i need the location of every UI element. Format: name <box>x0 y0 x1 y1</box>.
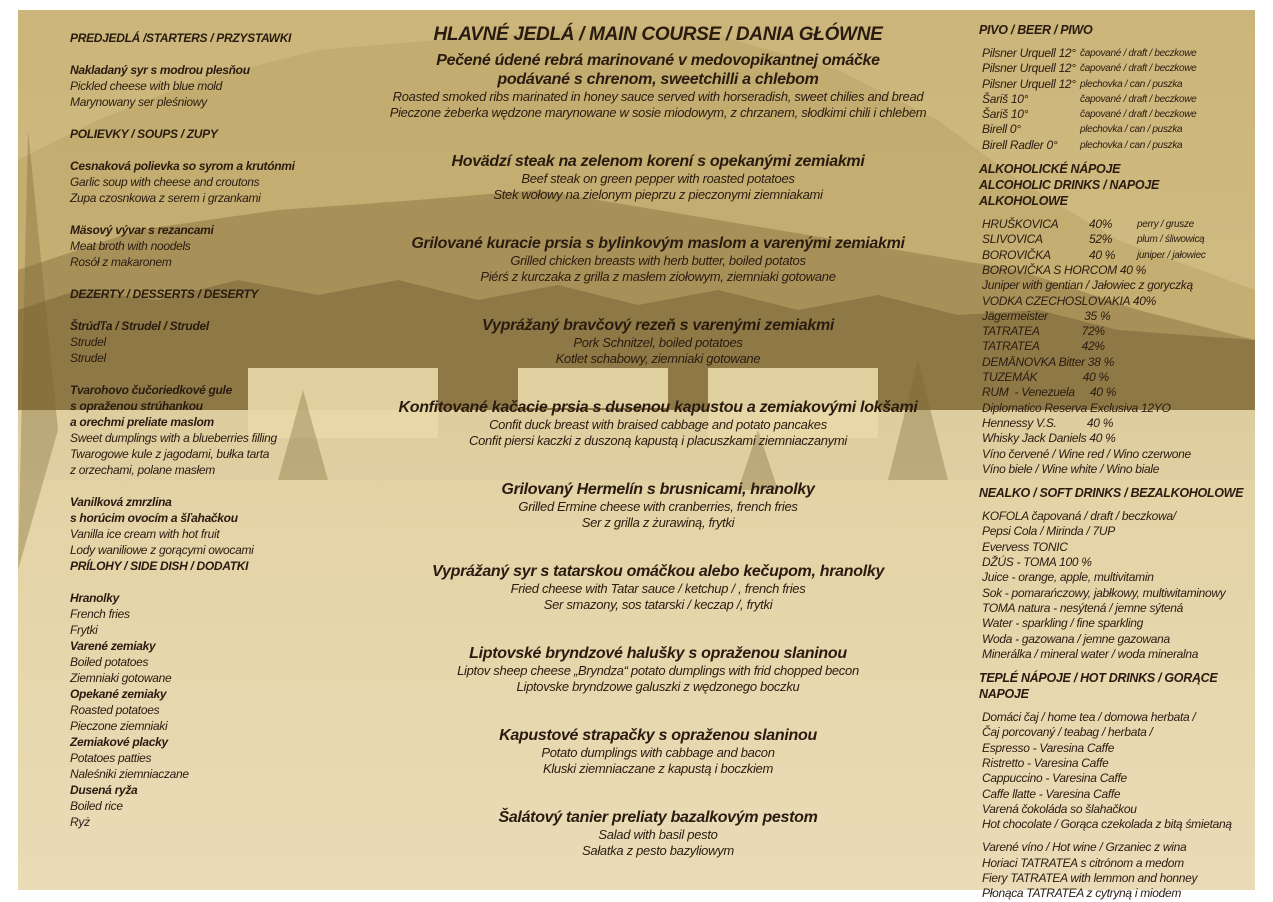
dish-item <box>373 726 943 777</box>
beer-name: Šariš 10° <box>982 91 1029 106</box>
alcohol-item: VODKA CZECHOSLOVAKIA 40% <box>982 293 1156 308</box>
dish-polish: Kotlet schabowy, ziemniaki gotowane <box>555 351 761 366</box>
menu-item-text: Lody waniliowe z gorącymi owocami <box>70 543 254 557</box>
soft-drink-item: Sok - pomarańczowy, jabłkowy, multiwitaminowy <box>982 585 1226 600</box>
dish-english: Beef steak on green pepper with roasted potatoes <box>521 171 795 186</box>
alcohol-name: SLIVOVICA <box>982 232 1043 247</box>
dish-item <box>373 398 943 449</box>
spacer <box>70 366 315 382</box>
soft-drink-item: KOFOLA čapovaná / draft / beczkowa/ <box>982 509 1176 524</box>
menu-item-text: French fries <box>70 607 130 621</box>
dish-polish: Kluski ziemniaczane z kapustą i boczkiem <box>542 761 774 776</box>
alcohol-item <box>979 248 1249 263</box>
dish-name: Vyprážaný syr s tatarskou omáčkou alebo kečupom, hranolky <box>431 563 885 580</box>
menu-heading: Zemiakové placky <box>70 735 168 749</box>
alcohol-item: Jägermeister 35 % <box>982 308 1111 323</box>
dish-polish: Ser z grilla z żurawiną, frytki <box>581 515 735 530</box>
hot-drink-item: Varené víno / Hot wine / Grzaniec z wina <box>982 840 1187 855</box>
menu-item-text: Pickled cheese with blue mold <box>70 79 223 93</box>
menu-item-text: Pieczone ziemniaki <box>70 719 168 733</box>
dish-list <box>373 51 943 859</box>
hot-drinks-heading: TEPLÉ NÁPOJE / HOT DRINKS / GORĄCE NAPOJE <box>979 671 1218 702</box>
alcohol-item: Diplomatico Reserva Exclusiva 12YO <box>982 400 1171 415</box>
beer-name: Birell 0° <box>982 122 1021 137</box>
soft-drink-item: Water - sparkling / fine sparkling <box>982 616 1143 631</box>
beer-detail: čapované / draft / beczkowe <box>1080 63 1197 75</box>
alcohol-item <box>979 217 1249 232</box>
dish-name: Liptovské bryndzové halušky s opraženou slaninou <box>469 645 847 662</box>
hot-wine-list <box>979 840 1249 901</box>
menu-item-text: Garlic soup with cheese and croutons <box>70 175 260 189</box>
beer-item <box>979 122 1249 137</box>
dish-item <box>373 152 943 203</box>
beer-heading: PIVO / BEER / PIWO <box>979 23 1093 37</box>
hot-drinks-list <box>979 710 1249 832</box>
alcohol-item: DEMÄNOVKA Bitter 38 % <box>982 354 1114 369</box>
alcohol-item: RUM - Venezuela 40 % <box>982 385 1117 400</box>
hot-drink-item: Ristretto - Varesina Caffe <box>982 755 1109 770</box>
menu-item-text: Rosół z makaronem <box>70 255 172 269</box>
hot-drink-item: Horiaci TATRATEA s citrónom a medom <box>982 855 1184 870</box>
menu-heading: Varené zemiaky <box>70 639 156 653</box>
spacer <box>70 478 315 494</box>
soft-drink-item: Evervess TONIC <box>982 539 1068 554</box>
dish-item <box>373 808 943 859</box>
dish-english: Roasted smoked ribs marinated in honey sauce served with horseradish, sweet chilies and bread <box>392 89 924 104</box>
menu-item-text: Frytki <box>70 623 98 637</box>
spacer <box>70 142 315 158</box>
menu-heading: DEZERTY / DESSERTS / DESERTY <box>70 287 259 301</box>
beer-detail: čapované / draft / beczkowe <box>1080 48 1197 59</box>
alcohol-item: Hennessy V.S. 40 % <box>982 415 1114 430</box>
alcohol-heading-2: ALCOHOLIC DRINKS / NAPOJE ALKOHOLOWE <box>979 178 1160 209</box>
dish-name: Kapustové strapačky s opraženou slaninou <box>499 727 817 744</box>
alcohol-item: Juniper with gentian / Jałowiec z goryczką <box>982 278 1193 293</box>
menu-heading: Štrúďľa / Strudel / Strudel <box>70 319 209 333</box>
beer-item <box>979 92 1249 107</box>
menu-item-text: Potatoes patties <box>70 751 152 765</box>
alcohol-percent: 52% <box>1089 232 1113 247</box>
alcohol-item: Víno biele / Wine white / Wino biale <box>982 461 1160 476</box>
drinks-column <box>979 22 1249 902</box>
beer-list <box>979 46 1249 153</box>
left-column <box>70 30 315 830</box>
menu-item-text: Meat broth with noodels <box>70 239 191 253</box>
dish-name: Vyprážaný bravčový rezeň s varenými zemiakmi <box>481 317 835 334</box>
alcohol-percent: 40 % <box>1089 247 1116 262</box>
hot-drink-item: Caffe llatte - Varesina Caffe <box>982 786 1121 801</box>
beer-name: Pilsner Urquell 12° <box>982 61 1076 76</box>
dish-item <box>373 644 943 695</box>
alcohol-item <box>979 232 1249 247</box>
dish-english: Liptov sheep cheese „Bryndza“ potato dumplings with frid chopped becon <box>457 663 859 678</box>
soft-drink-item: Juice - orange, apple, multivitamin <box>982 570 1154 585</box>
beer-detail: plechovka / can / puszka <box>1080 139 1183 151</box>
menu-sheet <box>18 10 1255 901</box>
menu-heading: Tvarohovo čučoriedkové gule <box>70 383 232 397</box>
dish-polish: Confit piersi kaczki z duszoną kapustą i placuszkami ziemniaczanymi <box>468 433 847 448</box>
alcohol-item: TATRATEA 72% <box>982 324 1105 339</box>
menu-heading: PREDJEDLÁ /STARTERS / PRZYSTAWKI <box>70 31 292 45</box>
menu-heading: POLIEVKY / SOUPS / ZUPY <box>70 127 218 141</box>
menu-item-text: Sweet dumplings with a blueberries filling <box>70 431 277 445</box>
dish-english: Confit duck breast with braised cabbage and potato pancakes <box>489 417 827 432</box>
spacer <box>70 206 315 222</box>
dish-name: Grilované kuracie prsia s bylinkovým maslom a varenými zemiakmi <box>411 235 905 252</box>
menu-item-text: Zupa czosnkowa z serem i grzankami <box>70 191 261 205</box>
soft-drink-item: Minerálka / mineral water / woda mineralna <box>982 646 1199 661</box>
hot-drink-item: Płonąca TATRATEA z cytryną i miodem <box>982 886 1182 901</box>
soft-drink-item: Pepsi Cola / Mirinda / 7UP <box>982 524 1115 539</box>
soft-drinks-list <box>979 509 1249 662</box>
menu-item-text: Roasted potatoes <box>70 703 160 717</box>
alcohol-detail: juniper / jałowiec <box>1137 249 1206 261</box>
menu-item-text: Naleśniki ziemniaczane <box>70 767 189 781</box>
menu-heading: Vanilková zmrzlina <box>70 495 172 509</box>
soft-drink-item: DŽÚS - TOMA 100 % <box>982 555 1092 570</box>
soft-drink-item: TOMA natura - nesýtená / jemne sýtená <box>982 600 1184 615</box>
menu-heading: Cesnaková polievka so syrom a krutónmi <box>70 159 295 173</box>
alcohol-item: TUZEMÁK 40 % <box>982 370 1109 385</box>
main-course-column <box>373 22 943 890</box>
beer-detail: čapované / draft / beczkowe <box>1080 109 1197 121</box>
dish-item <box>373 51 943 121</box>
dish-polish: Ser smazony, sos tatarski / keczap /, frytki <box>543 597 773 612</box>
beer-name: Pilsner Urquell 12° <box>982 76 1076 91</box>
hot-drink-item: Domáci čaj / home tea / domowa herbata / <box>982 710 1196 725</box>
alcohol-percent: 40% <box>1089 217 1113 232</box>
menu-heading: Nakladaný syr s modrou plesňou <box>70 63 250 77</box>
spacer <box>70 270 315 286</box>
dish-name: Grilovaný Hermelín s brusnicami, hranolky <box>501 481 815 498</box>
menu-item-text: Ryż <box>70 815 90 829</box>
dish-name: podávané s chrenom, sweetchilli a chlebom <box>497 71 819 88</box>
menu-heading: s opraženou strúhankou <box>70 399 203 413</box>
hot-drink-item: Espresso - Varesina Caffe <box>982 740 1115 755</box>
menu-heading: a orechmi preliate maslom <box>70 415 214 429</box>
menu-item-text: Ziemniaki gotowane <box>70 671 172 685</box>
beer-item <box>979 46 1249 61</box>
dish-name: Hovädzí steak na zelenom korení s opekanými zemiakmi <box>451 153 865 170</box>
spacer <box>70 110 315 126</box>
beer-item <box>979 138 1249 153</box>
hot-drink-item: Varená čokoláda so šlahačkou <box>982 801 1137 816</box>
dish-item <box>373 562 943 613</box>
dish-name: Konfitované kačacie prsia s dusenou kapustou a zemiakovými lokšami <box>398 399 918 416</box>
hot-drink-item: Čaj porcovaný / teabag / herbata / <box>982 725 1153 740</box>
dish-polish: Piérś z kurczaka z grilla z masłem ziołowym, ziemniaki gotowane <box>480 269 836 284</box>
beer-name: Birell Radler 0° <box>982 137 1058 152</box>
menu-item-text: Strudel <box>70 335 106 349</box>
menu-heading: Hranolky <box>70 591 119 605</box>
menu-item-text: Strudel <box>70 351 106 365</box>
menu-item-text: Twarogowe kule z jagodami, bułka tarta <box>70 447 270 461</box>
alcohol-item: TATRATEA 42% <box>982 339 1105 354</box>
menu-content <box>18 10 1255 901</box>
menu-heading: Dusená ryža <box>70 783 138 797</box>
menu-heading: Mäsový vývar s rezancami <box>70 223 214 237</box>
dish-polish: Stek wołowy na zielonym pieprzu z pieczonymi ziemniakami <box>493 187 823 202</box>
dish-english: Pork Schnitzel, boiled potatoes <box>573 335 743 350</box>
dish-english: Potato dumplings with cabbage and bacon <box>541 745 775 760</box>
dish-item <box>373 234 943 285</box>
beer-detail: čapované / draft / beczkowe <box>1080 93 1197 105</box>
beer-detail: plechovka / can / puszka <box>1080 124 1183 136</box>
alcohol-detail: perry / grusze <box>1137 219 1194 231</box>
alcohol-heading-1: ALKOHOLICKÉ NÁPOJE <box>979 162 1121 177</box>
alcohol-list <box>979 217 1249 477</box>
dish-english: Grilled chicken breasts with herb butter, boiled potatos <box>510 253 806 268</box>
spacer <box>70 574 315 590</box>
dish-english: Salad with basil pesto <box>598 827 718 842</box>
menu-item-text: z orzechami, polane masłem <box>70 463 215 477</box>
soft-drinks-heading: NEALKO / SOFT DRINKS / BEZALKOHOLOWE <box>979 486 1244 501</box>
menu-heading: Opekané zemiaky <box>70 687 167 701</box>
hot-drink-item: Cappuccino - Varesina Caffe <box>982 771 1127 786</box>
soft-drink-item: Woda - gazowana / jemne gazowana <box>982 631 1170 646</box>
menu-item-text: Boiled rice <box>70 799 123 813</box>
dish-item <box>373 316 943 367</box>
dish-name: Šalátový tanier preliaty bazalkovým pestom <box>498 809 818 826</box>
hot-drink-item: Fiery TATRATEA with lemmon and honney <box>982 871 1198 886</box>
beer-item <box>979 107 1249 122</box>
dish-english: Grilled Ermine cheese with cranberries, french fries <box>518 499 798 514</box>
beer-item <box>979 61 1249 76</box>
menu-heading: PRÍLOHY / SIDE DISH / DODATKI <box>70 559 249 573</box>
alcohol-item: Whisky Jack Daniels 40 % <box>982 431 1116 446</box>
dish-name: Pečené údené rebrá marinované v medovopikantnej omáčke <box>436 52 880 69</box>
menu-item-text: Boiled potatoes <box>70 655 149 669</box>
alcohol-name: HRUŠKOVICA <box>982 217 1059 232</box>
spacer <box>70 46 315 62</box>
alcohol-name: BOROVIČKA <box>982 247 1051 262</box>
beer-detail: plechovka / can / puszka <box>1080 78 1183 90</box>
dish-polish: Sałatka z pesto bazyliowym <box>582 843 734 858</box>
spacer <box>70 302 315 318</box>
hot-drink-item: Hot chocolate / Gorąca czekolada z bitą śmietaną <box>982 817 1232 832</box>
alcohol-detail: plum / śliwowicą <box>1137 234 1205 246</box>
menu-heading: s horúcim ovocím a šľahačkou <box>70 511 238 525</box>
dish-english: Fried cheese with Tatar sauce / ketchup / , french fries <box>510 581 806 596</box>
beer-item <box>979 77 1249 92</box>
dish-polish: Liptovske bryndzowe galuszki z wędzonego boczku <box>516 679 800 694</box>
alcohol-item: Víno červené / Wine red / Wino czerwone <box>982 446 1191 461</box>
dish-item <box>373 480 943 531</box>
alcohol-item: BOROVIČKA S HORCOM 40 % <box>982 262 1147 277</box>
beer-name: Šariš 10° <box>982 107 1029 122</box>
menu-item-text: Marynowany ser pleśniowy <box>70 95 207 109</box>
menu-item-text: Vanilla ice cream with hot fruit <box>70 527 220 541</box>
dish-polish: Pieczone żeberka wędzone marynowane w sosie miodowym, z chrzanem, słodkimi chili i chlebem <box>389 105 927 120</box>
beer-name: Pilsner Urquell 12° <box>982 46 1076 60</box>
main-course-title: HLAVNÉ JEDLÁ / MAIN COURSE / DANIA GŁÓWNE <box>433 24 883 45</box>
